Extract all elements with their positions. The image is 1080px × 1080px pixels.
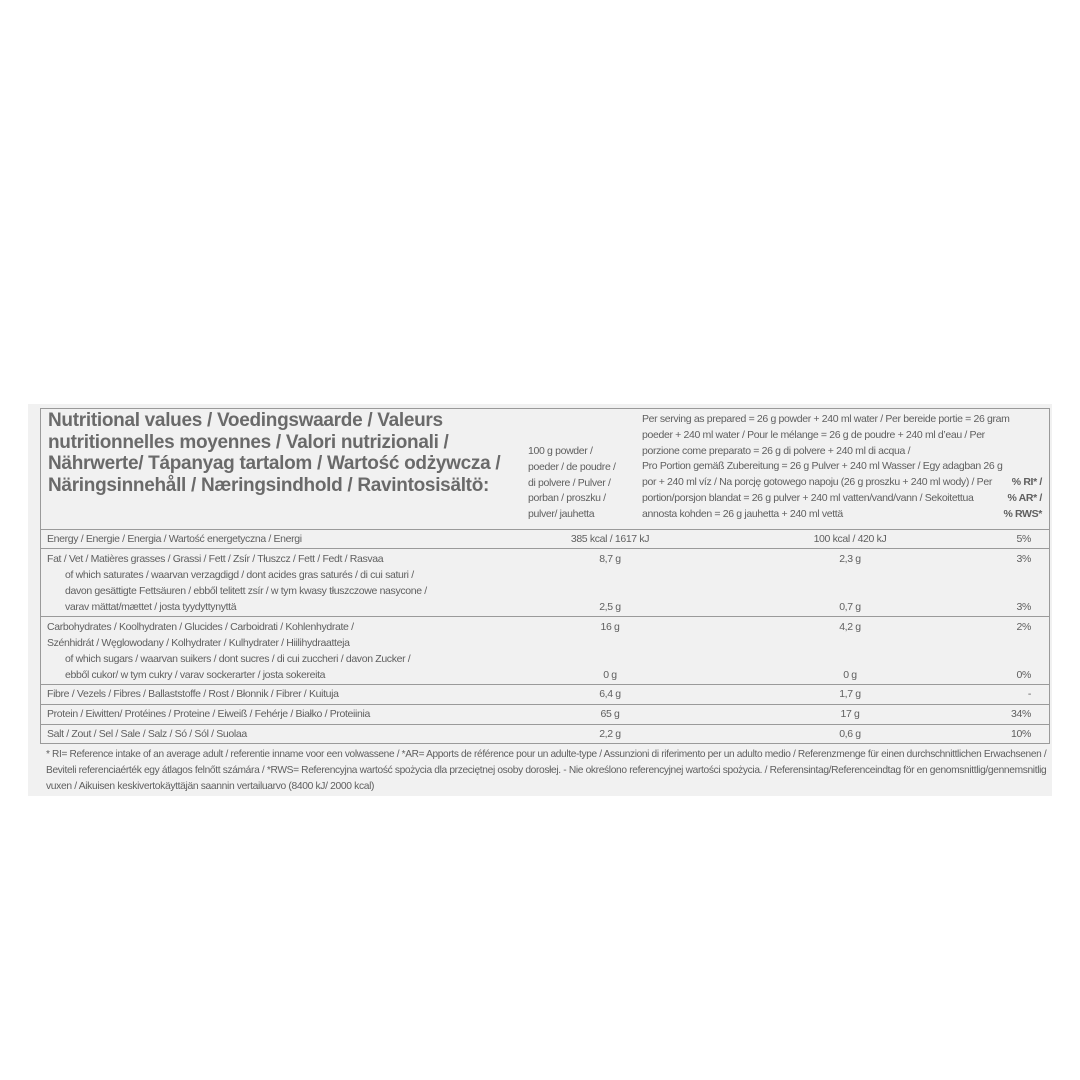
- divider: [40, 548, 1050, 549]
- column-header-ri: % RI* / % AR* / % RWS*: [1003, 476, 1042, 520]
- footnote: * RI= Reference intake of an average adult / referentie inname voor een volwassene / *AR= Apports de référence pour un adulte-type / Assunzioni di riferimento per un adulto medio / Referenzmenge für einen durchschnittlichen Erwachsenen / Beviteli referenciaérték egy átlagos felnőtt számára / *RWS= Referencyjna wartość spożycia dla przeciętnej osoby dorosłej. - Nie określono referencyjnej wartości spożycia. / Referensintag/Referenceindtag för en genomsnittlig/gennemsnitlig vuxen / Aikuisen keskivertokäyttäjän saannin vertailuarvo (8400 kJ/ 2000 kcal): [46, 749, 1047, 793]
- column-header-serving: Per serving as prepared = 26 g powder + 240 ml water / Per bereide portie = 26 gram poeder + 240 ml water / Pour le mélange = 26 g de poudre + 240 ml d’eau / Per porzione come preparato = 26 g di polvere + 240 ml di acqua / Pro Portion gemäß Zubereitung = 26 g Pulver + 240 ml Wasser / Egy adagban 26 g por + 240 ml víz / Na porcję gotowego napoju (26 g proszku + 240 ml wody) / Per portion/porsjon blandat = 26 g pulver + 240 ml vatten/vand/vann / Sekoitettua annosta kohden = 26 g jauhetta + 240 ml vettä: [642, 413, 1010, 520]
- divider: [40, 616, 1050, 617]
- divider: [40, 529, 1050, 530]
- table-title: Nutritional values / Voedingswaarde / Valeurs nutritionnelles moyennes / Valori nutrizionali / Nährwerte/ Tápanyag tartalom / Wartość odżywcza / Näringsinnehåll / Næringsindhold / Ravintosisältö:: [48, 410, 501, 496]
- divider: [40, 684, 1050, 685]
- divider: [40, 724, 1050, 725]
- divider: [40, 704, 1050, 705]
- column-header-100g: 100 g powder / poeder / de poudre / di polvere / Pulver / porban / proszku / pulver/ jauhetta: [528, 445, 616, 521]
